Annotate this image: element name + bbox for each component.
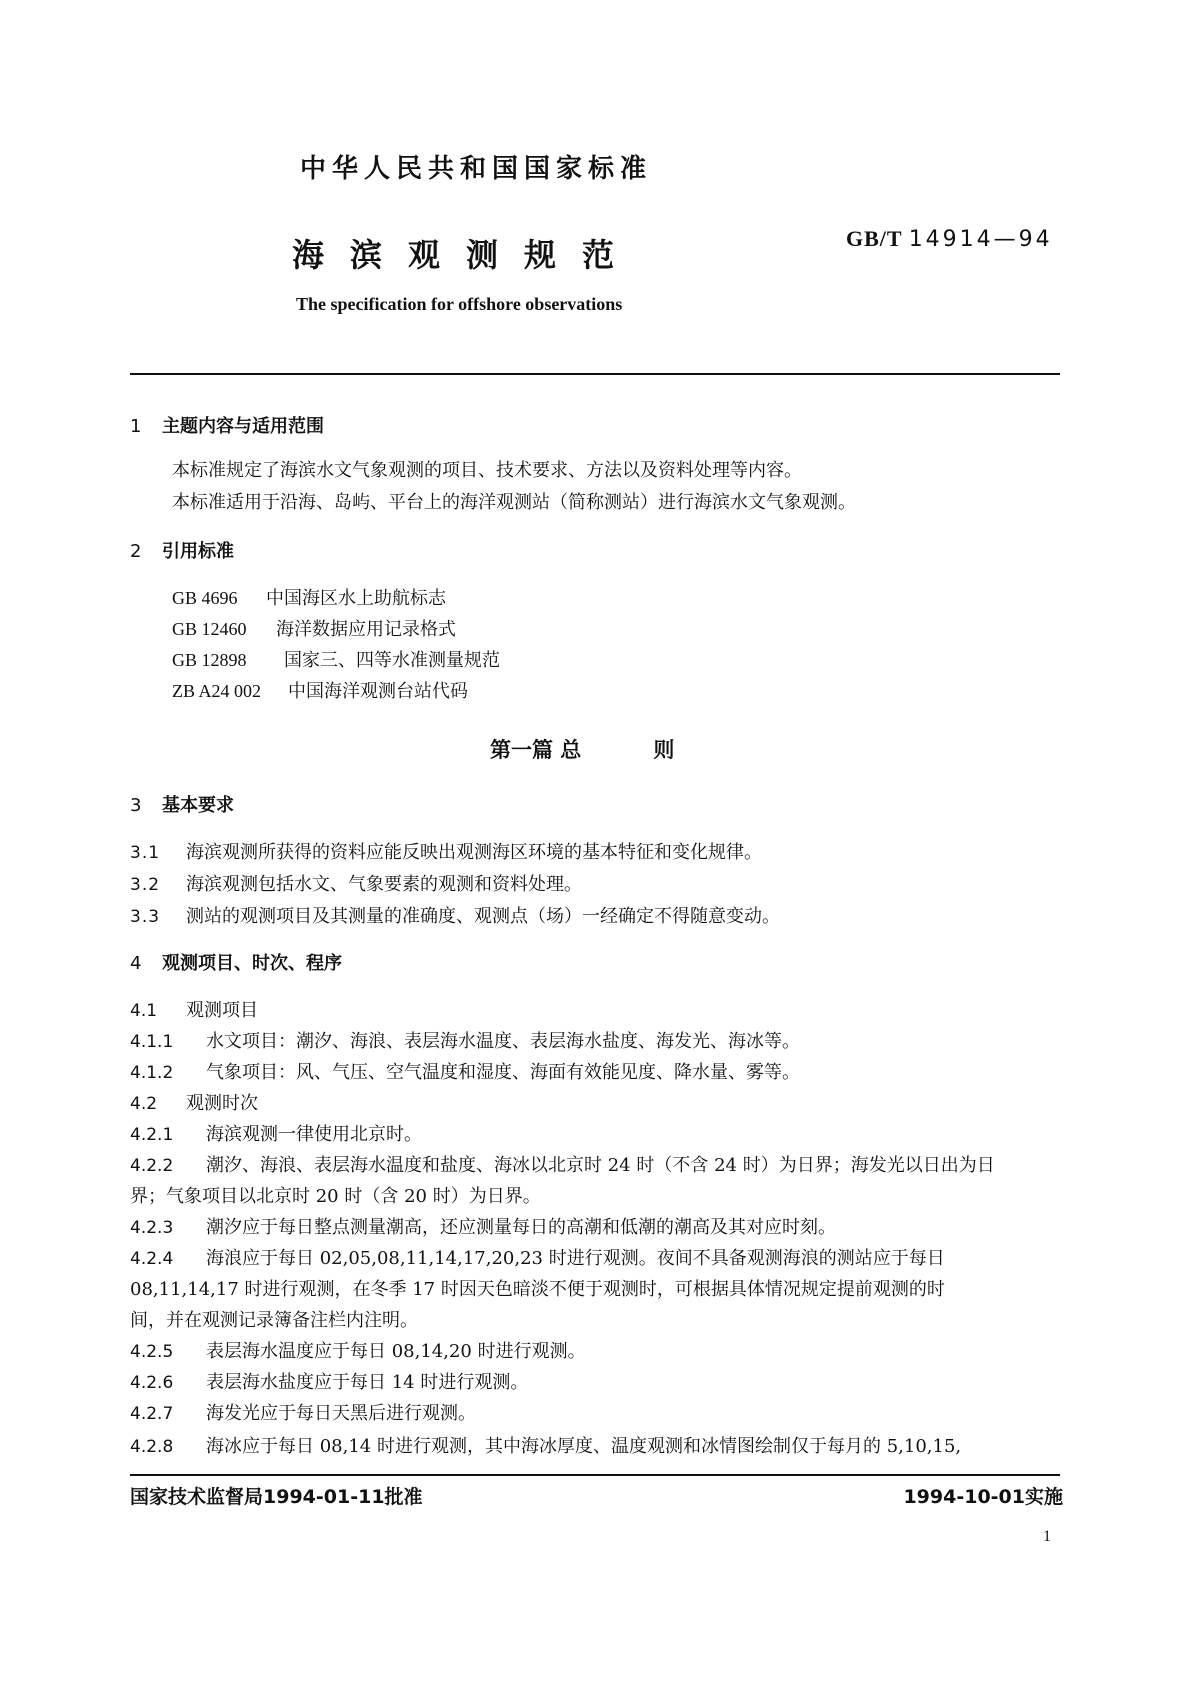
approval-line: 国家技术监督局1994-01-11批准 bbox=[130, 1486, 423, 1508]
footer-divider bbox=[130, 1474, 1060, 1476]
section-title: 基本要求 bbox=[162, 795, 234, 816]
reference-name: 中国海洋观测台站代码 bbox=[288, 681, 468, 702]
clause-text: 界；气象项目以北京时 20 时（含 20 时）为日界。 bbox=[130, 1186, 541, 1207]
section-title: 引用标准 bbox=[162, 541, 234, 562]
section-number: 1 bbox=[130, 416, 142, 437]
section-number: 2 bbox=[130, 541, 142, 562]
clause-number: 4.2.4 bbox=[130, 1249, 174, 1269]
clause-item bbox=[130, 838, 762, 864]
clause-text: 表层海水温度应于每日 08,14,20 时进行观测。 bbox=[206, 1341, 586, 1362]
page-number: 1 bbox=[1043, 1528, 1051, 1545]
clause-line bbox=[130, 1027, 800, 1053]
clause-line bbox=[130, 1089, 258, 1115]
reference-item bbox=[172, 677, 468, 703]
part-heading-right: 则 bbox=[653, 738, 675, 762]
clause-text: 海发光应于每日天黑后进行观测。 bbox=[206, 1403, 476, 1424]
clause-number: 4.2.2 bbox=[130, 1156, 174, 1176]
clause-number: 3.3 bbox=[130, 907, 161, 927]
clause-number: 4.2.1 bbox=[130, 1125, 174, 1145]
reference-name: 中国海区水上助航标志 bbox=[266, 588, 446, 609]
section-number: 3 bbox=[130, 795, 142, 816]
clause-number: 4.2.5 bbox=[130, 1342, 174, 1362]
clause-item bbox=[130, 902, 780, 928]
clause-line bbox=[130, 1120, 422, 1146]
reference-code: GB 12460 bbox=[172, 619, 247, 639]
clause-line bbox=[130, 1306, 418, 1332]
clause-number: 4.1.1 bbox=[130, 1032, 174, 1052]
clause-text: 气象项目：风、气压、空气温度和湿度、海面有效能见度、降水量、雾等。 bbox=[206, 1062, 800, 1083]
clause-text: 海滨观测所获得的资料应能反映出观测海区环境的基本特征和变化规律。 bbox=[186, 842, 762, 863]
clause-text: 间，并在观测记录簿备注栏内注明。 bbox=[130, 1310, 418, 1331]
clause-number: 4.2 bbox=[130, 1094, 158, 1114]
clause-line bbox=[130, 996, 258, 1022]
clause-text: 水文项目：潮汐、海浪、表层海水温度、表层海水盐度、海发光、海冰等。 bbox=[206, 1031, 800, 1052]
standard-prefix: GB/T bbox=[846, 226, 903, 251]
section-3-heading bbox=[130, 791, 234, 817]
clause-line bbox=[130, 1182, 541, 1208]
section-1-paragraph: 本标准适用于沿海、岛屿、平台上的海洋观测站（简称测站）进行海滨水文气象观测。 bbox=[172, 492, 856, 513]
section-4-heading bbox=[130, 949, 342, 975]
clause-line bbox=[130, 1399, 476, 1425]
section-2-heading bbox=[130, 537, 234, 563]
clause-text: 海冰应于每日 08,14 时进行观测，其中海冰厚度、温度观测和冰情图绘制仅于每月的 5,10,15, bbox=[206, 1436, 962, 1457]
section-title: 观测项目、时次、程序 bbox=[162, 953, 342, 974]
reference-code: GB 4696 bbox=[172, 588, 238, 608]
effective-date: 1994-10-01实施 bbox=[903, 1486, 1063, 1508]
english-title: The specification for offshore observations bbox=[296, 294, 623, 314]
clause-text: 潮汐应于每日整点测量潮高，还应测量每日的高潮和低潮的潮高及其对应时刻。 bbox=[206, 1217, 836, 1238]
section-title: 主题内容与适用范围 bbox=[162, 416, 324, 437]
section-1-heading bbox=[130, 412, 324, 438]
reference-code: GB 12898 bbox=[172, 650, 247, 670]
reference-item bbox=[172, 615, 456, 641]
standard-title: 中华人民共和国国家标准 bbox=[300, 154, 653, 184]
reference-item bbox=[172, 584, 446, 610]
clause-line bbox=[130, 1275, 945, 1301]
clause-number: 4.2.3 bbox=[130, 1218, 174, 1238]
clause-line bbox=[130, 1368, 528, 1394]
clause-number: 4.2.6 bbox=[130, 1373, 174, 1393]
clause-line bbox=[130, 1058, 800, 1084]
clause-number: 4.1.2 bbox=[130, 1063, 174, 1083]
clause-line bbox=[130, 1244, 945, 1270]
header-divider bbox=[130, 373, 1060, 375]
standard-code: 14914—94 bbox=[908, 227, 1053, 252]
part-heading-left: 第一篇 总 bbox=[490, 738, 582, 762]
reference-item bbox=[172, 646, 500, 672]
clause-text: 海浪应于每日 02,05,08,11,14,17,20,23 时进行观测。夜间不具备观测海浪的测站应于每日 bbox=[206, 1248, 945, 1269]
part-heading bbox=[490, 734, 674, 764]
clause-text: 观测时次 bbox=[186, 1093, 258, 1114]
section-1-paragraph: 本标准规定了海滨水文气象观测的项目、技术要求、方法以及资料处理等内容。 bbox=[172, 460, 802, 481]
reference-code: ZB A24 002 bbox=[172, 681, 262, 701]
clause-line bbox=[130, 1213, 836, 1239]
clause-text: 测站的观测项目及其测量的准确度、观测点（场）一经确定不得随意变动。 bbox=[186, 906, 780, 927]
section-number: 4 bbox=[130, 953, 142, 974]
clause-text: 观测项目 bbox=[186, 1000, 258, 1021]
clause-text: 海滨观测一律使用北京时。 bbox=[206, 1124, 422, 1145]
clause-number: 3.2 bbox=[130, 875, 161, 895]
clause-text: 海滨观测包括水文、气象要素的观测和资料处理。 bbox=[186, 874, 582, 895]
reference-name: 国家三、四等水准测量规范 bbox=[284, 650, 500, 671]
document-title: 海滨观测规范 bbox=[292, 236, 641, 274]
clause-text: 08,11,14,17 时进行观测，在冬季 17 时因天色暗淡不便于观测时，可根据具体情况规定提前观测的时 bbox=[130, 1279, 945, 1300]
clause-item bbox=[130, 870, 582, 896]
standard-number bbox=[846, 226, 1053, 252]
clause-number: 4.1 bbox=[130, 1001, 158, 1021]
clause-line bbox=[130, 1432, 961, 1458]
clause-number: 3.1 bbox=[130, 843, 161, 863]
clause-line bbox=[130, 1151, 995, 1177]
clause-number: 4.2.7 bbox=[130, 1404, 174, 1424]
reference-name: 海洋数据应用记录格式 bbox=[276, 619, 456, 640]
clause-text: 潮汐、海浪、表层海水温度和盐度、海冰以北京时 24 时（不含 24 时）为日界；海发光以日出为日 bbox=[206, 1155, 995, 1176]
clause-number: 4.2.8 bbox=[130, 1437, 174, 1457]
clause-text: 表层海水盐度应于每日 14 时进行观测。 bbox=[206, 1372, 529, 1393]
clause-line bbox=[130, 1337, 586, 1363]
